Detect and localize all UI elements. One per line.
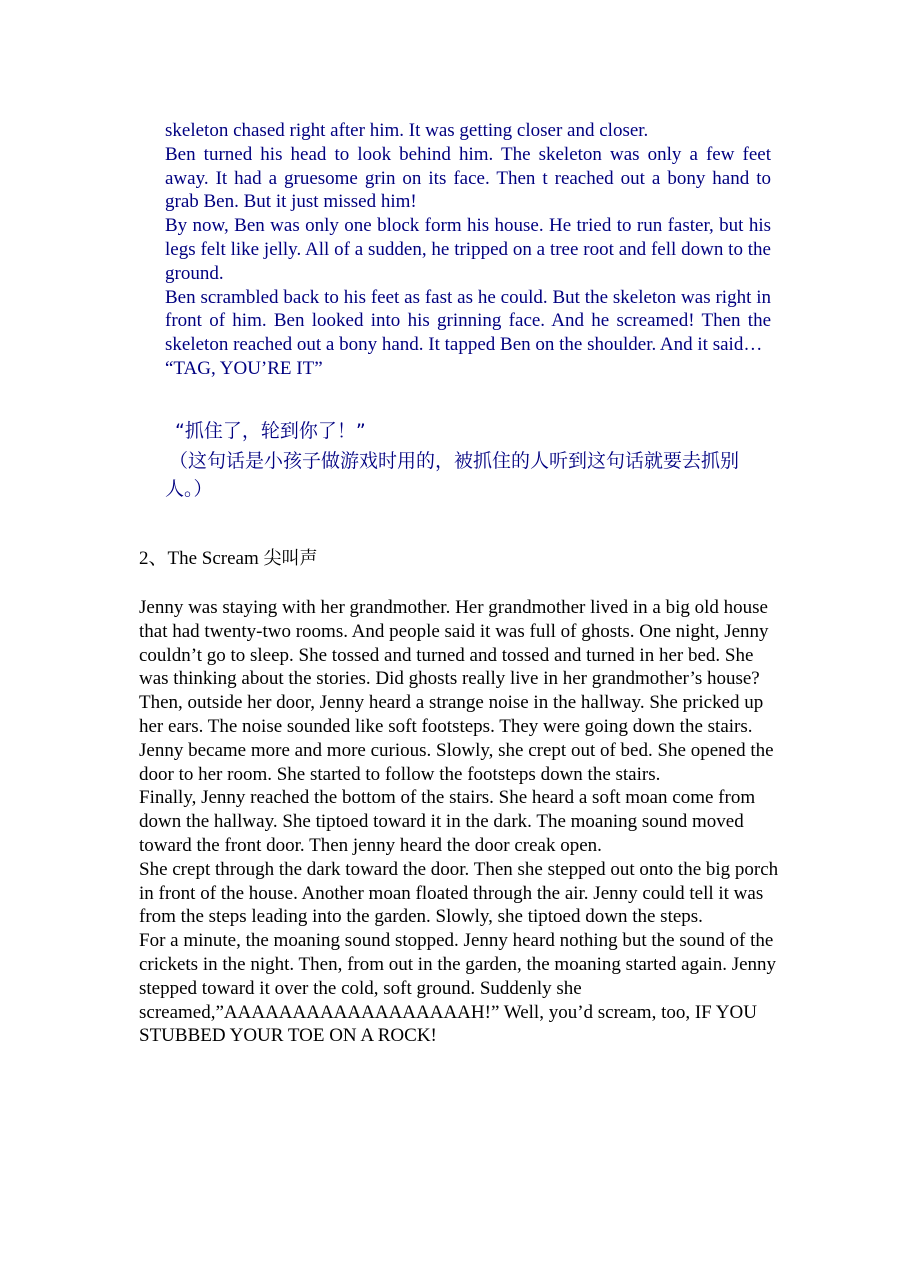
paragraph: Jenny was staying with her grandmother. Her grandmother lived in a big old house that had twenty-two rooms. And people said it was full of ghosts. One night, Jenny couldn’t go to sleep. She tossed and turned and tossed and turned in her bed. She was thinking about the stories. Did ghosts really live in her grandmother’s house? Then, outside her door, Jenny heard a strange noise in the hallway. She pricked up her ears. The noise sounded like soft footsteps. They were going down the stairs. (139, 597, 769, 737)
paragraph: For a minute, the moaning sound stopped. Jenny heard nothing but the sound of the crickets in the night. Then, from out in the garden, the moaning started again. Jenny stepped toward it over the cold, soft ground. Suddenly she screamed,”AAAAAAAAAAAAAAAAAAH!” Well, you’d scream, too, IF YOU STUBBED YOUR TOE ON A ROCK! (139, 930, 777, 1047)
paragraph: Ben turned his head to look behind him. The skeleton was only a few feet away. It had a gruesome grin on its face. Then t reached out a bony hand to grab Ben. But it just missed him! (165, 143, 771, 213)
paragraph: skeleton chased right after him. It was getting closer and closer. (165, 120, 649, 141)
story-ending-english (165, 119, 771, 381)
paragraph: By now, Ben was only one block form his house. He tried to run faster, but his legs felt like jelly. All of a sudden, he tripped on a tree root and fell down to the ground. (165, 215, 771, 284)
paragraph: Finally, Jenny reached the bottom of the stairs. She heard a soft moan come from down the hallway. She tiptoed toward it in the dark. The moaning sound moved toward the front door. Then jenny heard the door creak open. (139, 787, 756, 856)
story-ending-chinese (165, 417, 771, 503)
chinese-note: （这句话是小孩子做游戏时用的，被抓住的人听到这句话就要去抓别人。） (165, 450, 740, 500)
paragraph: Ben scrambled back to his feet as fast as he could. But the skeleton was right in front of him. Ben looked into his grinning face. And he screamed! Then the skeleton reached out a bony hand. It tapped Ben on the shoulder. And it said… (165, 286, 771, 356)
paragraph: She crept through the dark toward the door. Then she stepped out onto the big porch in front of the house. Another moan floated through the air. Jenny could tell it was from the steps leading into the garden. Slowly, she tiptoed down the steps. (139, 858, 779, 928)
chinese-translation: “抓住了，轮到你了！” (175, 420, 366, 442)
section-heading (139, 547, 318, 571)
the-scream-story (139, 596, 779, 1048)
section-heading-chinese: 尖叫声 (263, 548, 318, 569)
tag-quote: “TAG, YOU’RE IT” (165, 357, 323, 379)
paragraph: Jenny became more and more curious. Slowly, she crept out of bed. She opened the door to her room. She started to follow the footsteps down the stairs. (139, 739, 774, 785)
section-heading-english: 2、The Scream (139, 548, 264, 569)
